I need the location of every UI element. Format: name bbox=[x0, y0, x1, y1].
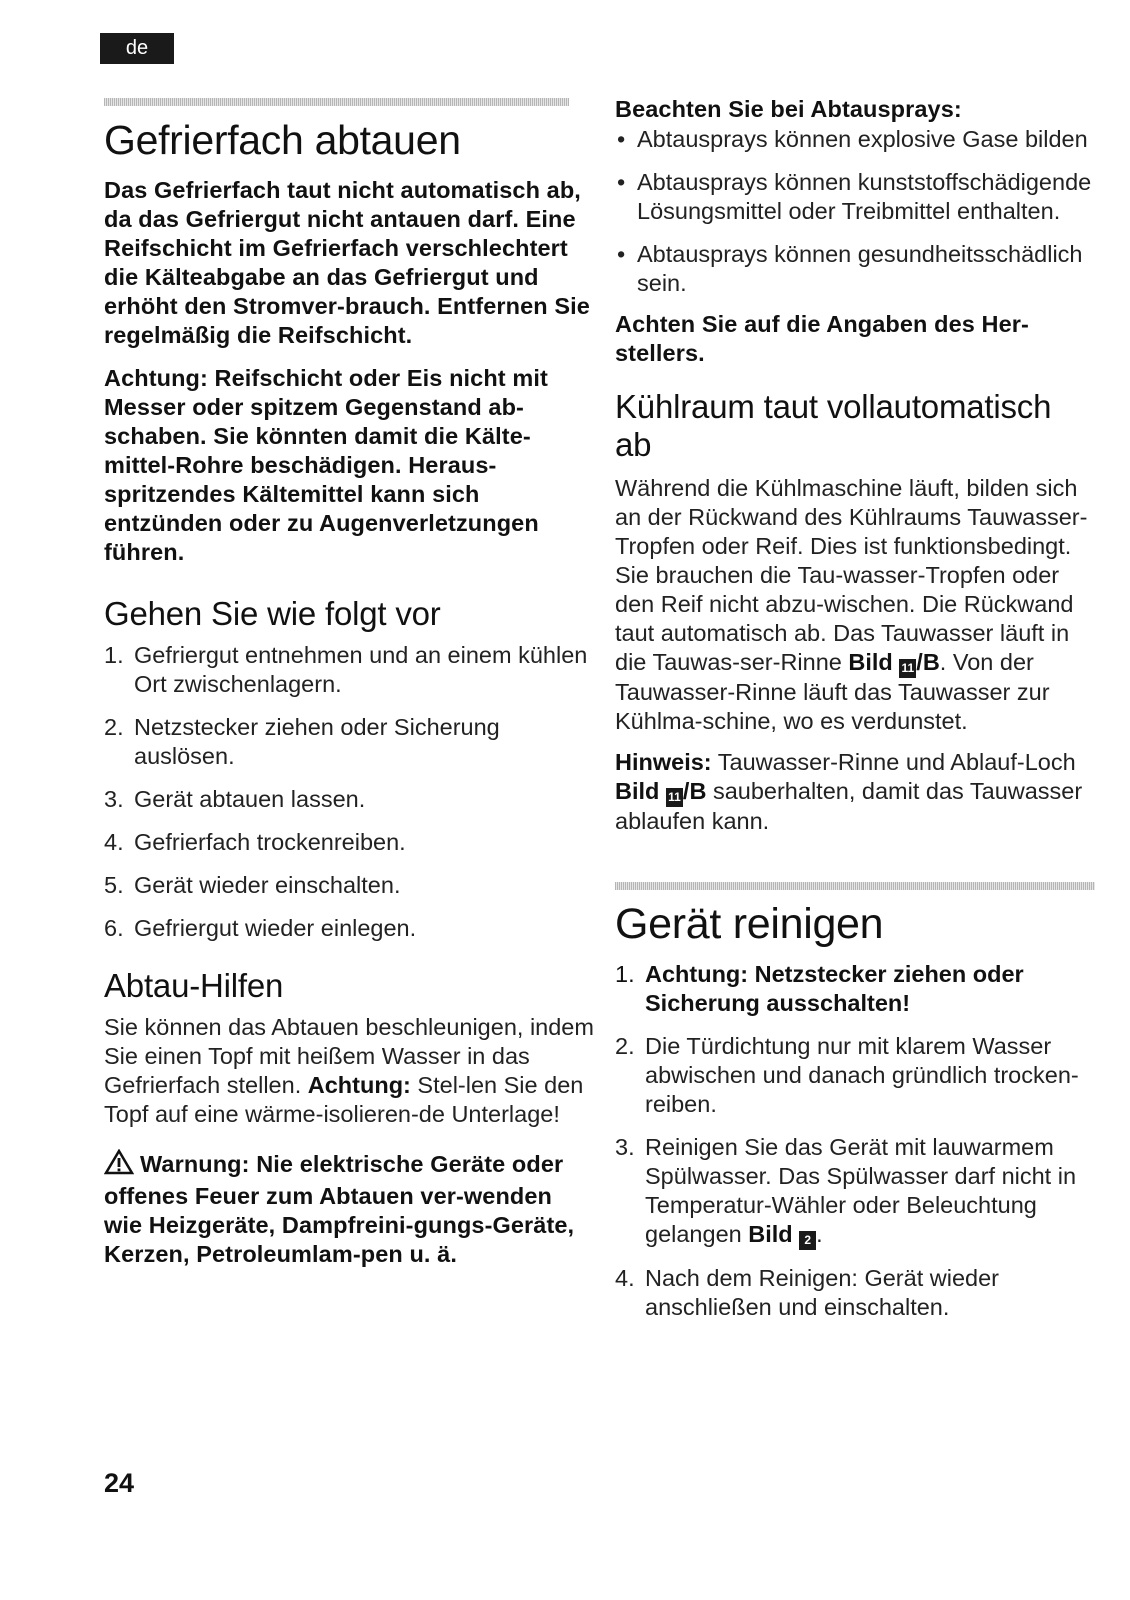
warning-paragraph bbox=[104, 1149, 594, 1269]
bullet-text: Abtausprays können explosive Gase bilden bbox=[637, 126, 1088, 152]
aids-caution-label: Achtung: bbox=[307, 1072, 411, 1098]
list-item bbox=[104, 828, 594, 857]
section-divider bbox=[615, 882, 1095, 890]
section-title-defrost-freezer: Gefrierfach abtauen bbox=[104, 117, 461, 163]
step-text: Gerät wieder einschalten. bbox=[134, 872, 401, 898]
step-text: Netzstecker ziehen oder Sicherung auslösen. bbox=[134, 714, 500, 769]
fridge-text-part1: Während die Kühlmaschine läuft, bilden sich an der Rückwand des Kühlraums Tauwasser-Tropfen oder Reif. Dies ist funktionsbedingt. Sie brauchen die Tau-wasser-Tropfen oder den Reif nicht abzu-wischen. Die Rückwand taut automatisch ab. Das Tauwasser läuft in die Tauwas-ser-Rinne bbox=[615, 475, 1088, 675]
figure-suffix: /B bbox=[682, 778, 707, 804]
step-number: 1. bbox=[104, 642, 124, 668]
list-item bbox=[104, 713, 594, 771]
step-number: 3. bbox=[615, 1134, 635, 1160]
warning-text: Warnung: Nie elektrische Geräte oder offenes Feuer zum Abtauen ver-wenden wie Heizgeräte, Dampfreini-gungs-Geräte, Kerzen, Petroleumlam-pen u. ä. bbox=[104, 1151, 575, 1267]
step-number: 4. bbox=[615, 1265, 635, 1291]
list-item bbox=[615, 125, 1095, 154]
section-title-defrost-aids: Abtau-Hilfen bbox=[104, 967, 284, 1004]
defrost-intro-paragraph: Das Gefrierfach taut nicht automatisch ab, da das Gefriergut nicht antauen darf. Eine Reifschicht im Gefrierfach verschlechtert die Kälteabgabe an das Gefriergut und erhöht den Stromver-brauch. Entfernen Sie regelmäßig die Reifschicht. bbox=[104, 177, 590, 348]
right-column bbox=[615, 95, 1095, 1322]
sprays-bullet-list bbox=[615, 125, 1095, 298]
figure-reference bbox=[615, 778, 706, 804]
list-item bbox=[104, 641, 594, 699]
list-item bbox=[104, 871, 594, 900]
figure-suffix: /B bbox=[916, 649, 940, 675]
warning-triangle-icon bbox=[104, 1149, 134, 1182]
aids-caution-text: Stel-len Sie den Topf auf eine wärme-isolieren-de Unterlage! bbox=[104, 1072, 584, 1127]
list-item bbox=[104, 914, 594, 943]
figure-11-icon: 11 bbox=[666, 788, 683, 807]
step-text: Gefriergut wieder einlegen. bbox=[134, 915, 417, 941]
list-item bbox=[615, 960, 1095, 1018]
step-text: Reinigen Sie das Gerät mit lauwarmem Spülwasser. Das Spülwasser darf nicht in Temperatur-Wähler oder Beleuchtung gelangen bbox=[645, 1134, 1077, 1247]
step-number: 2. bbox=[615, 1033, 635, 1059]
page-number: 24 bbox=[104, 1468, 135, 1498]
hint-text-part1: Tauwasser-Rinne und Ablauf-Loch bbox=[717, 749, 1076, 775]
section-divider bbox=[104, 98, 569, 106]
hint-text-part2: sauberhalten, damit das Tauwasser ablaufen kann. bbox=[615, 778, 1083, 834]
step-text: Achtung: Netzstecker ziehen oder Sicherung ausschalten! bbox=[645, 961, 1024, 1016]
defrost-aids-paragraph bbox=[104, 1013, 594, 1129]
figure-reference bbox=[748, 1221, 816, 1247]
bullet-dot-icon: • bbox=[617, 241, 626, 267]
bullet-text: Abtausprays können gesundheitsschädlich sein. bbox=[637, 241, 1083, 296]
language-badge: de bbox=[100, 33, 174, 64]
figure-label: Bild bbox=[848, 649, 893, 675]
section-title-fridge-auto-defrost: Kühlraum taut vollautomatisch ab bbox=[615, 388, 1052, 463]
figure-11-icon: 11 bbox=[899, 659, 916, 678]
bullet-dot-icon: • bbox=[617, 169, 626, 195]
list-item: 3. Reinigen Sie das Gerät mit lauwarmem Spülwasser. Das Spülwasser darf nicht in Temperatur-Wähler oder Beleuchtung gelangen Bild 2 . bbox=[615, 1133, 1095, 1250]
bullet-text: Abtausprays können kunststoffschädigende Lösungsmittel oder Treibmittel enthalten. bbox=[637, 169, 1092, 224]
step-number: 4. bbox=[104, 829, 124, 855]
section-title-clean-appliance: Gerät reinigen bbox=[615, 900, 884, 948]
step-number: 1. bbox=[615, 961, 635, 987]
list-item bbox=[615, 1264, 1095, 1322]
figure-2-icon: 2 bbox=[799, 1231, 816, 1250]
figure-reference bbox=[848, 649, 939, 675]
section-title-procedure: Gehen Sie wie folgt vor bbox=[104, 595, 441, 632]
fridge-defrost-paragraph bbox=[615, 474, 1095, 736]
step-text: Die Türdichtung nur mit klarem Wasser abwischen und danach gründlich trocken- reiben. bbox=[645, 1033, 1079, 1117]
bullet-dot-icon: • bbox=[617, 126, 626, 152]
defrost-caution-paragraph: Achtung: Reifschicht oder Eis nicht mit Messer oder spitzem Gegenstand ab-schaben. Sie könnten damit die Kälte-mittel-Rohre beschädigen. Heraus-spritzendes Kältemittel kann sich entzünden oder zu Augenverletzungen führen. bbox=[104, 365, 548, 565]
list-item bbox=[104, 785, 594, 814]
sprays-manufacturer-note: Achten Sie auf die Angaben des Her-stellers. bbox=[615, 311, 1029, 366]
step-number: 3. bbox=[104, 786, 124, 812]
hint-paragraph bbox=[615, 748, 1095, 836]
step-number: 6. bbox=[104, 915, 124, 941]
list-item bbox=[615, 1032, 1095, 1119]
figure-label: Bild bbox=[615, 778, 660, 804]
left-column bbox=[104, 98, 594, 1269]
sprays-heading: Beachten Sie bei Abtausprays: bbox=[615, 96, 962, 122]
procedure-steps-list bbox=[104, 641, 594, 943]
list-item bbox=[615, 168, 1095, 226]
cleaning-steps-list bbox=[615, 960, 1095, 1322]
step-text: Gerät abtauen lassen. bbox=[134, 786, 366, 812]
step-text: Gefriergut entnehmen und an einem kühlen Ort zwischenlagern. bbox=[134, 642, 588, 697]
list-item bbox=[615, 240, 1095, 298]
step-number: 2. bbox=[104, 714, 124, 740]
step-text: Nach dem Reinigen: Gerät wieder anschließen und einschalten. bbox=[645, 1265, 999, 1320]
fridge-text-part2: . Von der Tauwasser-Rinne läuft das Tauwasser zur Kühlma-schine, wo es verdunstet. bbox=[615, 649, 1050, 734]
step-number: 5. bbox=[104, 872, 124, 898]
aids-text: Sie können das Abtauen beschleunigen, indem Sie einen Topf mit heißem Wasser in das Gefrierfach stellen. bbox=[104, 1014, 594, 1098]
hint-label: Hinweis: bbox=[615, 749, 712, 775]
figure-label: Bild bbox=[748, 1221, 793, 1247]
step-text: Gefrierfach trockenreiben. bbox=[134, 829, 406, 855]
